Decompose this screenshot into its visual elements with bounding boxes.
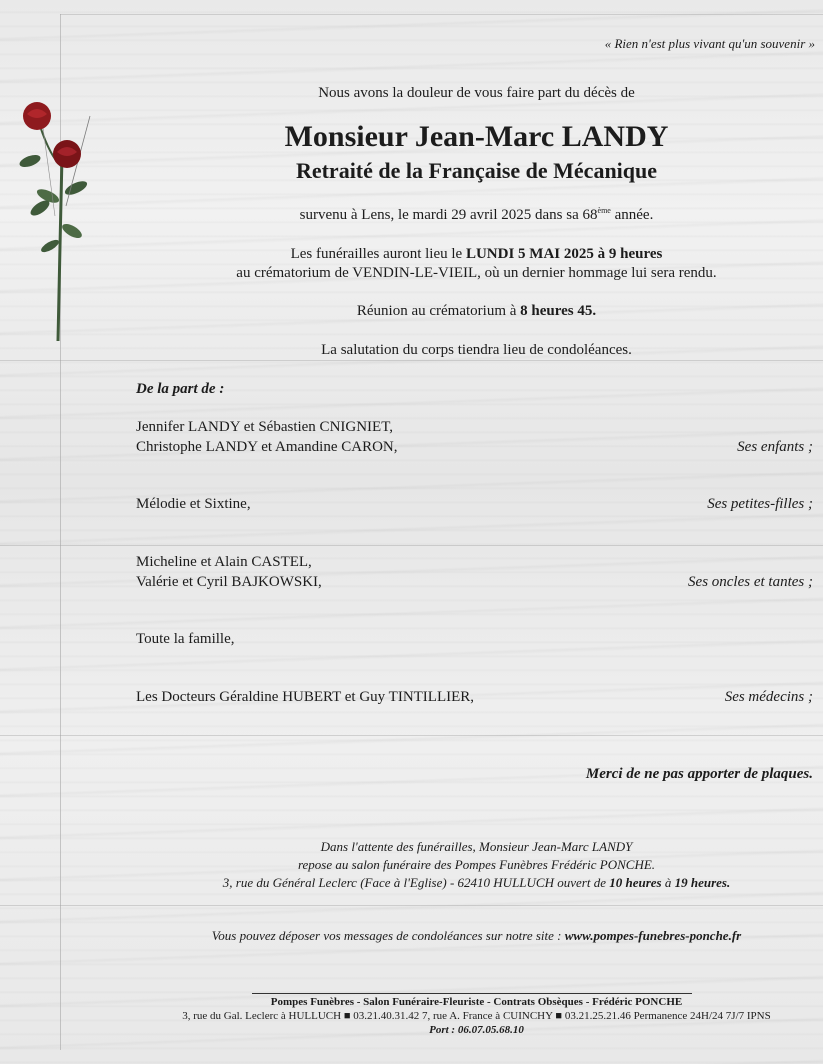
no-plaques-note: Merci de ne pas apporter de plaques.	[585, 766, 813, 782]
wood-plank-line	[0, 905, 823, 906]
family-uncles-1: Micheline et Alain CASTEL,	[136, 554, 312, 570]
wood-plank-line	[0, 545, 823, 546]
red-rose-icon	[10, 96, 100, 346]
family-doctors-row: Les Docteurs Géraldine HUBERT et Guy TINTILLIER, Ses médecins ;	[136, 689, 813, 705]
condolences-note: La salutation du corps tiendra lieu de condoléances.	[321, 342, 632, 358]
from-label: De la part de :	[136, 381, 225, 397]
family-grandchildren-row: Mélodie et Sixtine, Ses petites-filles ;	[136, 496, 813, 512]
grandchildren-relation: Ses petites-filles ;	[707, 496, 813, 512]
footer-addresses: 3, rue du Gal. Leclerc à HULLUCH ■ 03.21.40.31.42 7, rue A. France à CUINCHY ■ 03.21.25.21.46 Permanence 24H/24 7J/7 IPNS	[182, 1010, 771, 1022]
rest-line-3: 3, rue du Général Leclerc (Face à l'Eglise) - 62410 HULLUCH ouvert de 10 heures à 19 heures.	[222, 875, 731, 890]
funeral-location: au crématorium de VENDIN-LE-VIEIL, où un dernier hommage lui sera rendu.	[236, 265, 717, 281]
wood-plank-line	[0, 735, 823, 736]
funeral-date: Les funérailles auront lieu le LUNDI 5 MAI 2025 à 9 heures	[290, 246, 663, 262]
wood-plank-line	[0, 360, 823, 361]
deceased-name: Monsieur Jean-Marc LANDY	[284, 120, 669, 153]
memorial-quote: « Rien n'est plus vivant qu'un souvenir »	[604, 36, 815, 51]
meeting-time: Réunion au crématorium à 8 heures 45.	[356, 303, 597, 319]
family-uncles-row: Valérie et Cyril BAJKOWSKI, Ses oncles et tantes ;	[136, 574, 813, 590]
rest-line-1: Dans l'attente des funérailles, Monsieur Jean-Marc LANDY	[320, 839, 633, 854]
doctors-relation: Ses médecins ;	[724, 689, 813, 705]
family-all: Toute la famille,	[136, 631, 235, 647]
family-children-1: Jennifer LANDY et Sébastien CNIGNIET,	[136, 419, 394, 435]
frame-top-line	[60, 14, 823, 15]
deceased-title: Retraité de la Française de Mécanique	[295, 158, 658, 183]
footer-mobile: Port : 06.07.05.68.10	[429, 1024, 524, 1036]
phone-icon: ■	[555, 1010, 563, 1022]
messages-line: Vous pouvez déposer vos messages de condoléances sur notre site : www.pompes-funebres-ponche.fr	[211, 928, 742, 943]
uncles-relation: Ses oncles et tantes ;	[688, 574, 813, 590]
footer-company: Pompes Funèbres - Salon Funéraire-Fleuriste - Contrats Obsèques - Frédéric PONCHE	[270, 996, 683, 1008]
phone-icon: ■	[343, 1010, 351, 1022]
footer-rule	[252, 993, 692, 994]
intro-text: Nous avons la douleur de vous faire part du décès de	[318, 85, 635, 101]
death-details: survenu à Lens, le mardi 29 avril 2025 dans sa 68ème année.	[299, 206, 654, 223]
website-link[interactable]: www.pompes-funebres-ponche.fr	[564, 928, 742, 943]
rest-line-2: repose au salon funéraire des Pompes Funèbres Frédéric PONCHE.	[297, 857, 656, 872]
rest-info	[130, 838, 823, 892]
family-children-row: Christophe LANDY et Amandine CARON, Ses enfants ;	[136, 439, 813, 455]
children-relation: Ses enfants ;	[737, 439, 813, 455]
